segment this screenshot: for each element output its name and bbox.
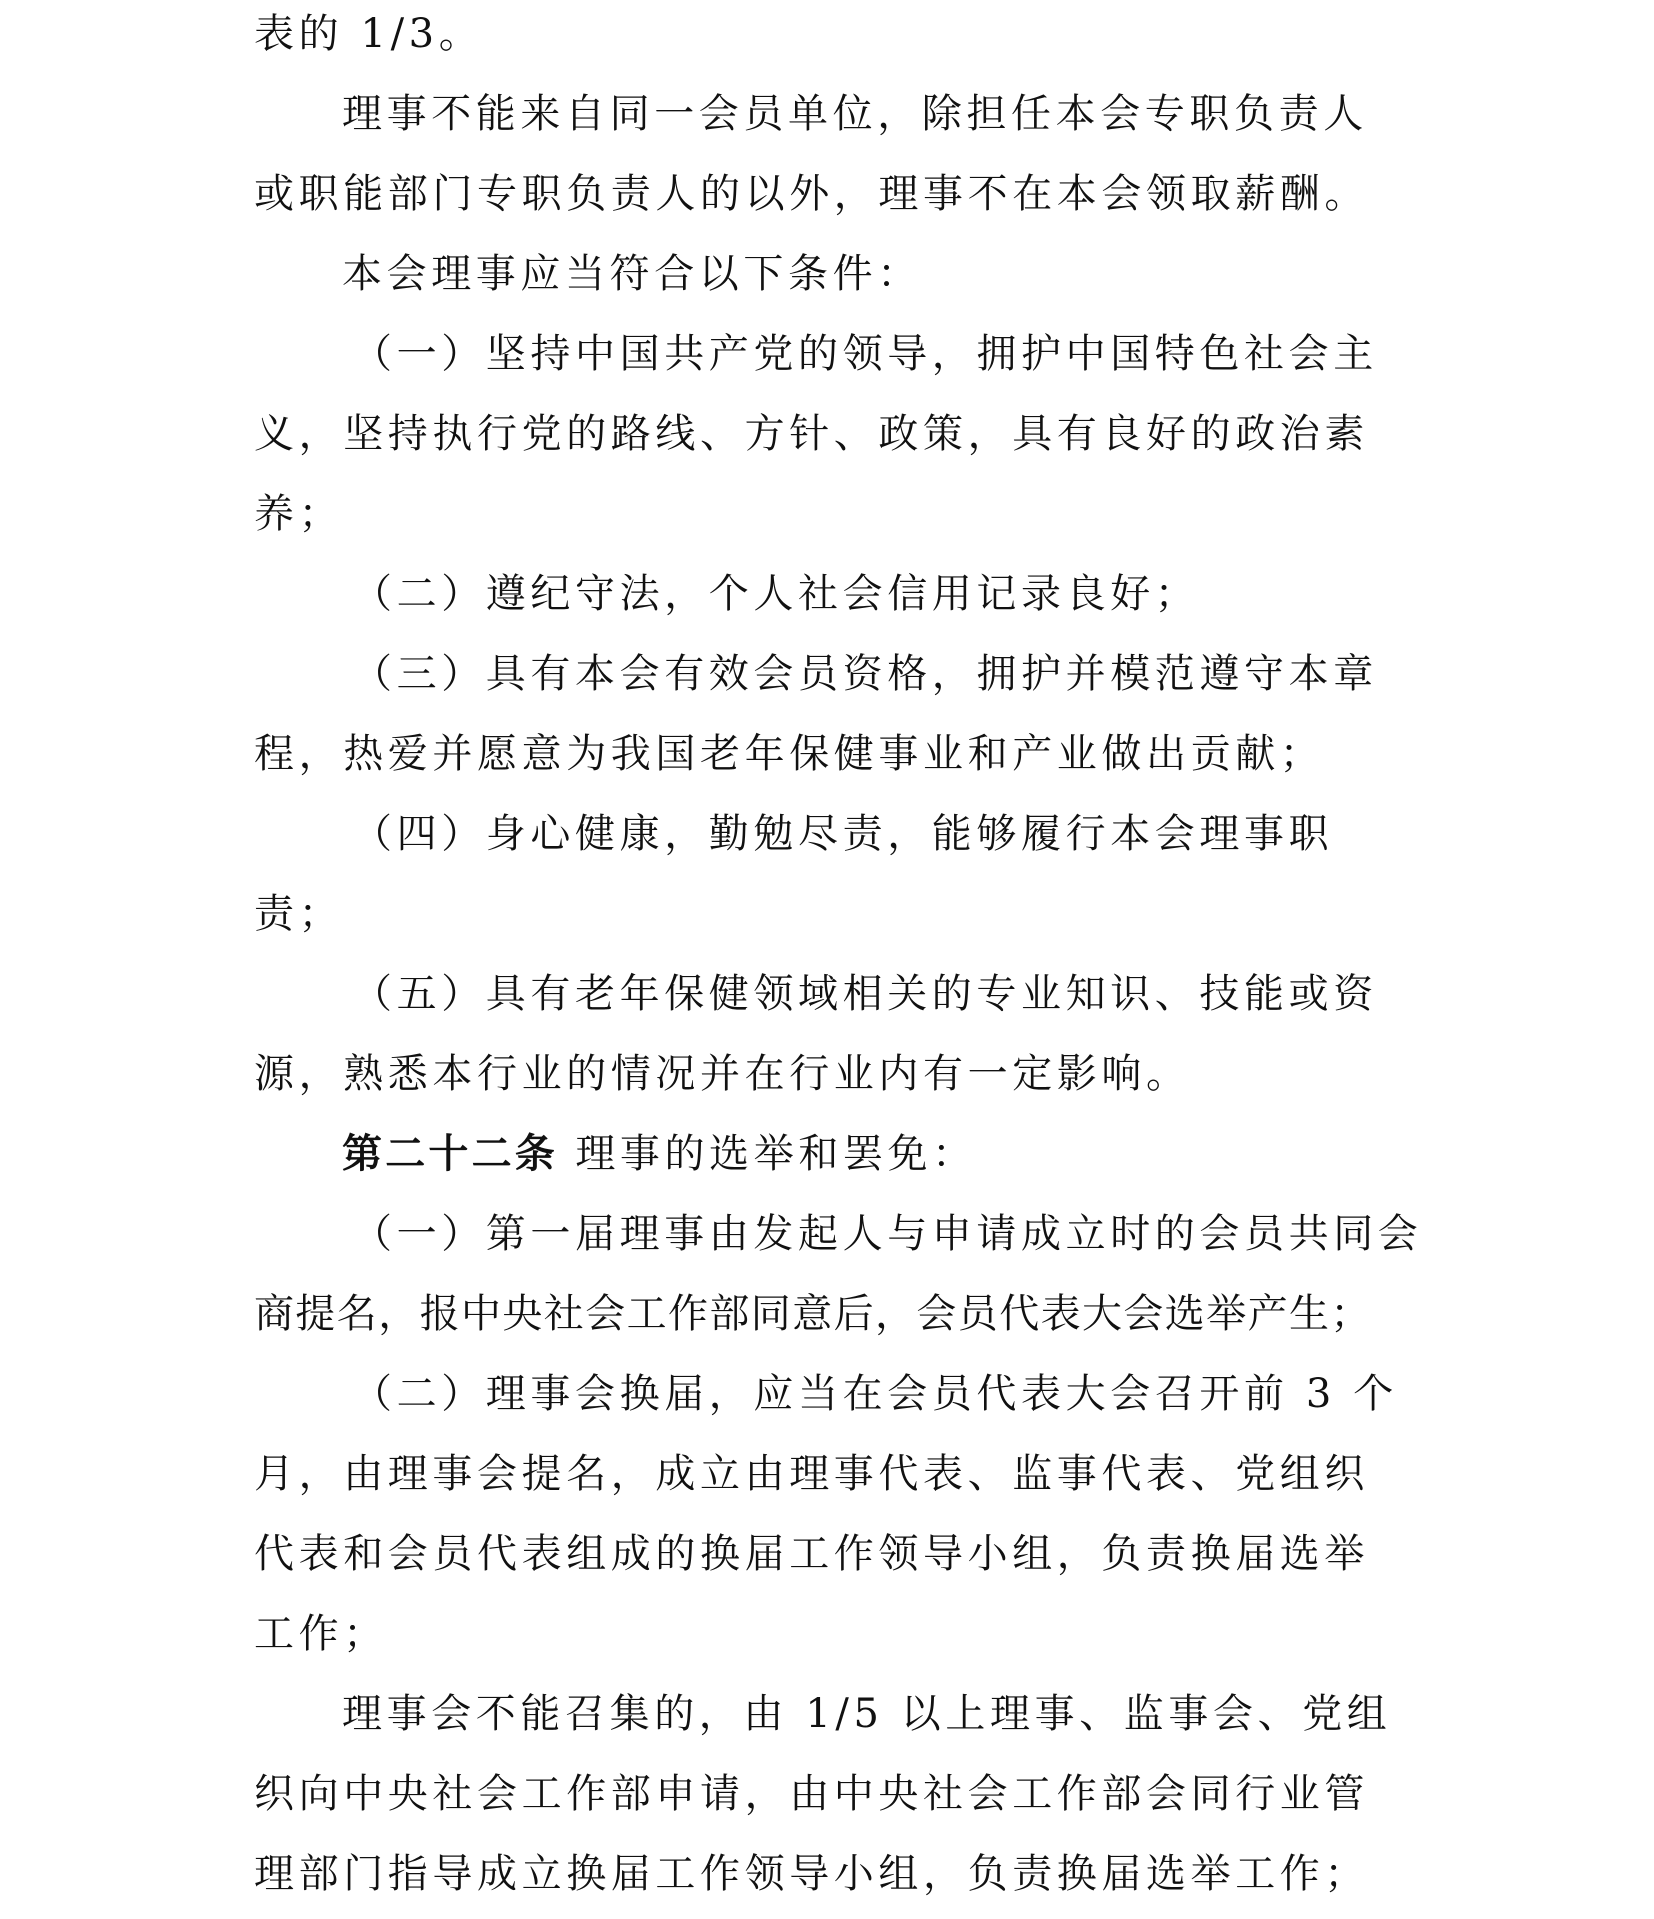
condition-item-5: （五）具有老年保健领域相关的专业知识、技能或资 [352, 971, 1378, 1017]
text-line: 月，由理事会提名，成立由理事代表、监事代表、党组织 [254, 1451, 1369, 1497]
article-22 [342, 1128, 977, 1180]
condition-item-2: （二）遵纪守法，个人社会信用记录良好； [352, 571, 1200, 617]
paragraph-director-unit: 理事不能来自同一会员单位，除担任本会专职负责人 [342, 91, 1368, 137]
text-line: 代表和会员代表组成的换届工作领导小组，负责换届选举 [254, 1531, 1369, 1577]
text-line: 义，坚持执行党的路线、方针、政策，具有良好的政治素 [254, 411, 1369, 457]
condition-item-4: （四）身心健康，勤勉尽责，能够履行本会理事职 [352, 811, 1334, 857]
article-text: 理事的选举和罢免： [575, 1131, 977, 1177]
paragraph-director-conditions: 本会理事应当符合以下条件： [342, 251, 922, 297]
election-item-2: （二）理事会换届，应当在会员代表大会召开前 3 个 [352, 1371, 1398, 1417]
condition-item-3: （三）具有本会有效会员资格，拥护并模范遵守本章 [352, 651, 1378, 697]
text-line: 或职能部门专职负责人的以外，理事不在本会领取薪酬。 [254, 171, 1369, 217]
paragraph-cannot-convene: 理事会不能召集的，由 1/5 以上理事、监事会、党组 [342, 1691, 1392, 1737]
article-heading: 第二十二条 [342, 1131, 558, 1177]
election-item-1: （一）第一届理事由发起人与申请成立时的会员共同会 [352, 1211, 1423, 1257]
condition-item-1: （一）坚持中国共产党的领导，拥护中国特色社会主 [352, 331, 1378, 377]
text-line: 工作； [254, 1611, 388, 1657]
text-line: 商提名，报中央社会工作部同意后，会员代表大会选举产生； [254, 1291, 1372, 1337]
text-line: 程，热爱并愿意为我国老年保健事业和产业做出贡献； [254, 731, 1325, 777]
text-line: 织向中央社会工作部申请，由中央社会工作部会同行业管 [254, 1771, 1369, 1817]
text-line: 表的 1/3。 [254, 11, 484, 57]
text-line: 理部门指导成立换届工作领导小组，负责换届选举工作； [254, 1851, 1369, 1897]
text-line: 养； [254, 491, 344, 537]
text-line: 责； [254, 891, 344, 937]
text-line: 源，熟悉本行业的情况并在行业内有一定影响。 [254, 1051, 1191, 1097]
